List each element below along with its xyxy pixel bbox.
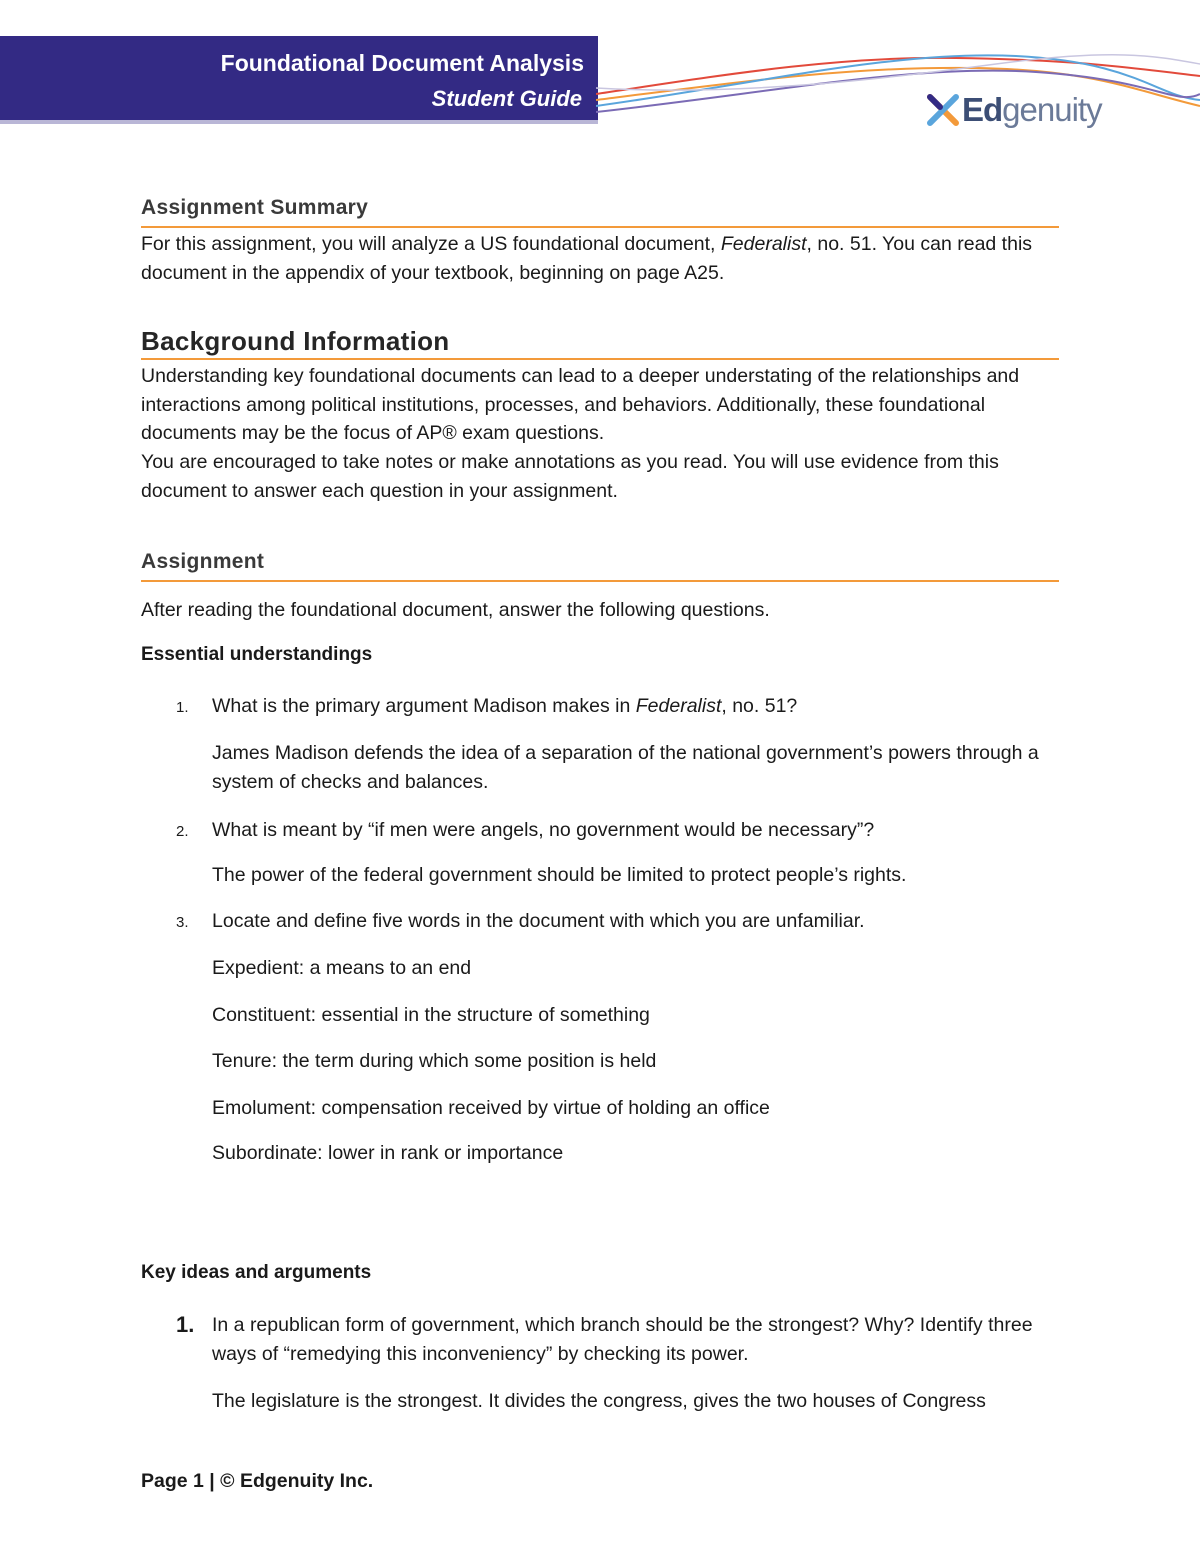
answer-text: The legislature is the strongest. It divides the congress, gives the two houses of Congress bbox=[212, 1390, 986, 1412]
background-text-2: You are encouraged to take notes or make annotations as you read. You will use evidence from this document to answer each question in your assignment. bbox=[141, 451, 999, 502]
definition-item: Tenure: the term during which some position is held bbox=[212, 1050, 657, 1072]
question-number: 2. bbox=[176, 823, 189, 840]
question-text: Locate and define five words in the document with which you are unfamiliar. bbox=[212, 910, 865, 932]
section-divider bbox=[141, 580, 1059, 582]
section-divider bbox=[141, 358, 1059, 360]
question-number: 3. bbox=[176, 914, 189, 931]
edgenuity-x-mark-icon bbox=[926, 93, 960, 127]
document-title: Foundational Document Analysis bbox=[220, 50, 584, 76]
header-banner bbox=[0, 36, 598, 124]
decorative-waves bbox=[596, 36, 1200, 136]
essential-understandings-heading: Essential understandings bbox=[141, 644, 373, 665]
section-divider bbox=[141, 226, 1059, 228]
page-footer: Page 1 | © Edgenuity Inc. bbox=[141, 1470, 374, 1492]
assignment-summary-heading: Assignment Summary bbox=[141, 196, 369, 219]
assignment-intro: After reading the foundational document, answer the following questions. bbox=[141, 599, 770, 621]
answer-text: James Madison defends the idea of a separation of the national government’s powers through a system of checks and balances. bbox=[212, 742, 1039, 793]
question-text: In a republican form of government, which branch should be the strongest? Why? Identify three ways of “remedying this inconveniency” by checking its power. bbox=[212, 1314, 1033, 1365]
definition-item: Emolument: compensation received by virtue of holding an office bbox=[212, 1097, 770, 1119]
edgenuity-logo bbox=[926, 90, 1102, 130]
key-ideas-heading: Key ideas and arguments bbox=[141, 1262, 372, 1283]
assignment-summary-text: For this assignment, you will analyze a US foundational document, Federalist, no. 51. You can read this document in the appendix of your textbook, beginning on page A25. bbox=[141, 233, 1033, 284]
question-text: What is the primary argument Madison makes in Federalist, no. 51? bbox=[212, 695, 798, 717]
definition-item: Expedient: a means to an end bbox=[212, 957, 472, 979]
definition-item: Subordinate: lower in rank or importance bbox=[212, 1142, 564, 1164]
definition-item: Constituent: essential in the structure of something bbox=[212, 1004, 650, 1026]
question-number: 1. bbox=[176, 1312, 195, 1337]
logo-wordmark: Edgenuity bbox=[962, 91, 1102, 128]
answer-text: The power of the federal government should be limited to protect people’s rights. bbox=[212, 864, 907, 886]
background-heading: Background Information bbox=[141, 326, 450, 356]
document-subtitle: Student Guide bbox=[431, 86, 582, 111]
question-text: What is meant by “if men were angels, no government would be necessary”? bbox=[212, 819, 875, 841]
background-text-1: Understanding key foundational documents can lead to a deeper understating of the relationships and interactions among political institutions, processes, and behaviors. Additionally, these foundational documents may be the focus of AP® exam questions. bbox=[141, 365, 1020, 444]
assignment-heading: Assignment bbox=[141, 550, 265, 573]
question-number: 1. bbox=[176, 699, 189, 716]
